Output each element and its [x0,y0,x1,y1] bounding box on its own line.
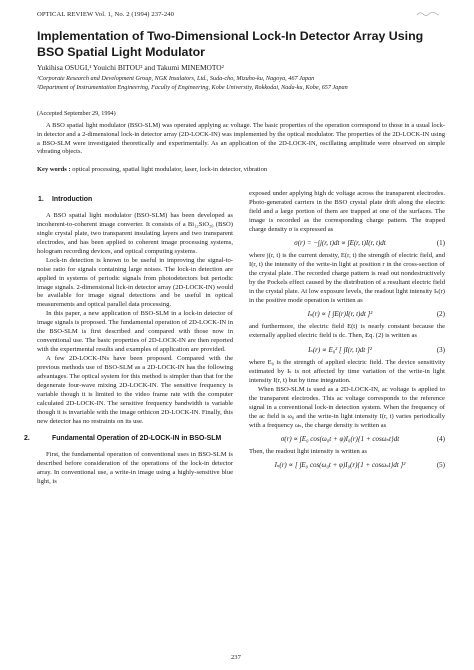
equation-number: (1) [436,238,445,247]
equation-number: (5) [436,461,445,470]
affiliations [37,75,437,92]
body-paragraph: where E₀ is the strength of applied electric field. The device sensitivity estimated by Iₛ is not affected by time variation of the write-in light intensity I(r, t) but by time integration. [249,359,445,385]
affiliation-2: ²Department of Instrumentation Engineering, Faculty of Engineering, Kobe University, Rokkodai, Nada-ku, Kobe, 657 Japan [37,83,348,91]
body-paragraph: and furthermore, the electric field E(t) is nearly constant because the externally applied electric field is dc. Then, Eq. (2) is written as [249,323,445,340]
abstract: A BSO spatial light modulator (BSO-SLM) was operated applying ac voltage. The basic properties of the operation correspond to those in a usual lock-in detector and a 2-dimensional lock-in detector array (2D-LOCK-IN) was implemented by the optical modulator. The properties of the 2D-LOCK-IN using a BSO-SLM were investigated theoretically and experimentally. As an application of the 2D-LOCK-IN, oscillating amplitude were observed on simple vibrating objects. [37,122,445,156]
section-title: Introduction [52,196,93,203]
section-title: Fundamental Operation of 2D-LOCK-IN in BSO-SLM [52,434,222,442]
handwritten-scribble-icon [416,10,440,18]
right-column [249,190,445,475]
equation-formula: Iₛ(r) ∝ [ ∫E(r)I(r, t)dt ]² [307,310,373,318]
journal-header: OPTICAL REVIEW Vol. 1, No. 2 (1994) 237-240 [37,11,175,18]
equation-1 [249,237,445,250]
corner-handwritten-mark [416,10,440,20]
equation-2 [249,307,445,321]
author-list: Yukihisa OSUGI,¹ Youichi BITOU² and Takumi MINEMOTO² [37,63,224,72]
section-heading-introduction [37,196,233,205]
left-column [24,196,233,487]
equation-formula: σ(r) = −∫j(r, t)dt ∝ ∫E(r, t)I(r, t)dt [294,238,386,247]
section-heading-fundamental-operation [24,434,233,444]
body-paragraph: A few 2D-LOCK-INs have been proposed. Compared with the previous methods use of BSO-SLM as a 2D-LOCK-IN has the following advantages. The optical system for this method is simpler than that for the degenerate four-wave mixing 2D-LOCK-IN. The sensitive frequency is variable though it is limited to the video frame rate with the computer calculated 2D-LOCK-IN. The sensitive frequency bandwidth is variable though it is invariable with the image orthicon 2D-LOCK-IN. Finally, this new detector has no restraints on its use. [37,355,233,425]
equation-5 [249,459,445,473]
body-paragraph: First, the fundamental operation of conventional uses in BSO-SLM is described before consideration of the operations of the lock-in detector array. In conventional use, a write-in image using a highly-sensitive blue light, is [37,450,233,485]
equation-formula: σ(r) ∝ ∫E₀ cos(ω₀t + φ)I₀(r){1 + cosωₛt}dt [280,435,400,444]
equation-formula: Iₛ(r) ∝ [ ∫E₀ cos(ω₀t + φ)I₀(r){1 + cosωₛt}dt ]² [274,461,406,470]
section-number: 2. [24,434,30,442]
equation-number: (2) [436,310,445,318]
keywords-label: Key words : [37,166,71,173]
body-paragraph: A BSO spatial light modulator (BSO-SLM) has been developed as incoherent-to-coherent image converter. It consists of a Bi₁₂SiO₂₀ (BSO) single crystal plate, two transparent insulating layers and two transparent electrodes, and has been applied to coherent image processing systems, hologram recording devices, and optical computing systems. [37,211,233,255]
equation-formula: Iₛ(r) ∝ E₀² [ ∫I(r, t)dt ]² [308,345,372,354]
body-paragraph: When BSO-SLM is used as a 2D-LOCK-IN, ac voltage is applied to the transparent electrodes. This ac voltage corresponds to the reference signal in a conventional lock-in detection system. When the frequency of the ac field is ω₀ and the write-in light intensity I(r, t) varies periodically with a frequency ωₛ, the charge density is written as [249,386,445,430]
equation-3 [249,343,445,357]
body-paragraph: Lock-in detection is known to be useful in improving the signal-to-noise ratio for signals containing large noises. The lock-in detection are applied in systems of periodic signals from photodetectors but periodic image signals. 2-dimensional lick-in detector array (2D-LOCK-IN) would be available for image signal detections and be useful in optical measurements and optical parallel data processing. [37,256,233,309]
body-paragraph: where j(r, t) is the current density, E(r, t) the strength of electric field, and I(r, t) the intensity of the write-in light at position r in the cross-section of the crystal plate. The recorded charge pattern is read out nondestructively by the Pockels effect caused by the distribution of a resultant electric field in the crystal plate. At low exposure levels, the readout light intensity Iₛ(r) in the positive mode operation is written as [249,251,445,304]
body-paragraph: Then, the readout light intensity is written as [249,448,367,456]
body-paragraph: In this paper, a new application of BSO-SLM in a lock-in detector of image signals is proposed. The fundamental operation of 2D-LOCK-IN in the BSO-SLM is first described and compared with those now in conventional use. The basic properties of 2D-LOCK-IN are then reported with the experimental results and examples of application are provided. [37,310,233,354]
keywords-text: optical processing, spatial light modulator, laser, lock-in detector, vibration [72,166,268,173]
keywords [37,166,445,175]
accepted-date: (Accepted September 29, 1994) [37,110,116,117]
section-number: 1. [38,196,44,203]
paper-title: Implementation of Two-Dimensional Lock-In Detector Array Using BSO Spatial Light Modulator [37,29,424,59]
equation-number: (4) [436,435,445,444]
page-number: 237 [231,654,241,661]
equation-number: (3) [436,345,445,354]
affiliation-1: ¹Corporate Research and Development Group, NGK Insulators, Ltd., Suda-cho, Mizuho-ku, Nagoya, 467 Japan [37,75,315,82]
body-paragraph: exposed under applying high dc voltage across the transparent electrodes. Photo-generated carriers in the BSO crystal plate drift along the electric field and a large portion of them are trapped at one of the surfaces. The image is recorded as the corresponding charge pattern. The trapped charge density σ is expressed as [249,190,445,233]
equation-4 [249,433,445,446]
